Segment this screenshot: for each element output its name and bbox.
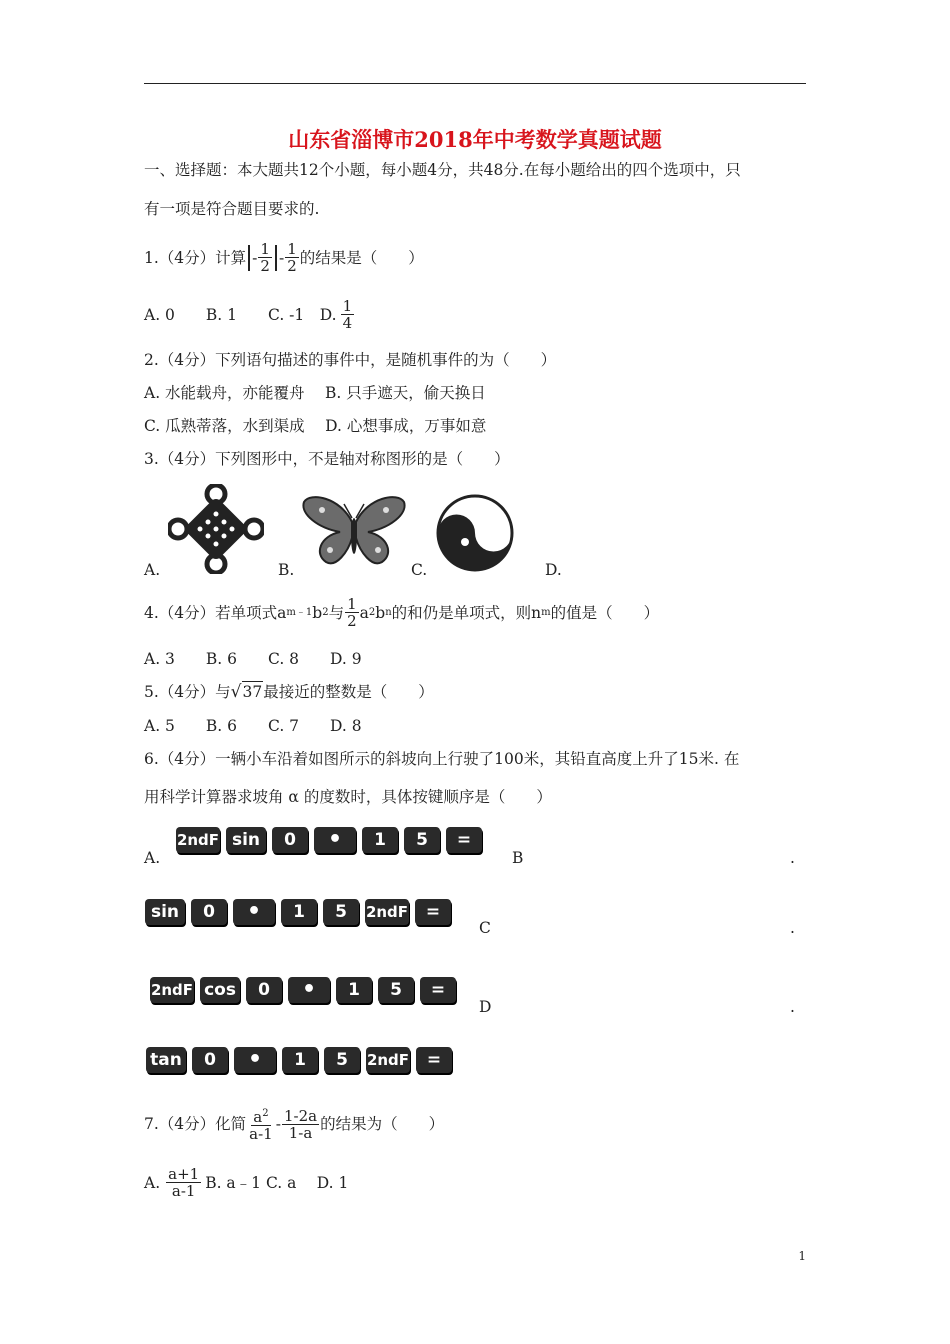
q5-prefix: 5.（4分）与 [144,682,231,701]
q6-dot-b: . [790,849,795,867]
q4-b-exp: n [385,606,392,618]
page-title: 山东省淄博市2018年中考数学真题试题 [288,127,662,152]
q6-dot-d: . [790,998,795,1016]
abs-bar-right [275,245,277,271]
question-2-options-2: C. 瓜熟蒂落，水到渠成 D. 心想事成，万事如意 [144,417,487,435]
intro-line-1: 一、选择题：本大题共12个小题，每小题4分，共48分.在每小题给出的四个选项中，只 [144,161,741,179]
question-7-stem [144,1106,444,1142]
q4-a-exp: 2 [368,606,376,618]
q6-label-b: B [512,849,524,867]
q4-frac-num: 1 [347,595,357,613]
q1-fraction-1 [258,241,272,274]
question-5-stem [144,681,434,702]
q4-b: b [312,603,323,622]
key-2ndf: 2ndF [150,977,194,1003]
q7-frac1-num [251,1106,270,1126]
q1-frac2-den: 2 [287,257,297,275]
q6-keys-d [146,1047,458,1073]
q1-prefix: 1.（4分）计算 [144,248,247,267]
question-6-line-1: 6.（4分）一辆小车沿着如图所示的斜坡向上行驶了100米，其铅直高度上升了15米. 在 [144,750,740,768]
q6-label-a: A. [144,849,161,867]
q7-opta-num: a+1 [168,1165,200,1183]
q7-opta-den: a-1 [171,1182,196,1200]
q1-minus-in: - [252,248,258,267]
key-5: 5 [378,977,414,1003]
key-5: 5 [323,899,359,925]
page-number: 1 [798,1249,806,1263]
q1-frac2-num: 1 [287,240,297,258]
question-5-options: A. 5 B. 6 C. 7 D. 8 [144,717,362,735]
q1-suffix: 的结果是（ ） [299,248,424,267]
question-7-options [144,1166,348,1199]
key-cos: cos [200,977,240,1003]
key-sin: sin [226,827,266,853]
q4-suffix: 的和仍是单项式，则n [391,603,542,622]
key-0: 0 [192,1047,228,1073]
question-2-options-1: A. 水能载舟，亦能覆舟 B. 只手遮天，偷天换日 [144,384,486,402]
key-dot: • [314,827,356,853]
key-equals: = [420,977,456,1003]
sqrt-sign: √ [230,681,242,702]
question-4-stem [144,596,659,629]
q7-option-a-label: A. [144,1173,161,1192]
question-4-options: A. 3 B. 6 C. 8 D. 9 [144,650,362,668]
key-1: 1 [282,1047,318,1073]
q4-exp2: 2 [322,606,329,618]
q6-dot-c: . [790,919,795,937]
q7-fraction-1 [247,1106,275,1142]
q6-keys-c [150,977,462,1003]
q1-optd-num: 1 [342,297,353,315]
q5-suffix: 最接近的整数是（ ） [263,682,434,701]
question-1-options [144,298,355,331]
q1-frac1-num: 1 [260,240,270,258]
q5-radicand: 37 [242,683,263,701]
abs-bar-left [248,245,250,271]
q4-exp1: m﹣1 [286,606,313,618]
q1-option-d-fraction [341,298,355,331]
key-2ndf: 2ndF [365,899,409,925]
q1-fraction-2 [285,241,299,274]
q3-label-a: A. [144,561,161,579]
key-5: 5 [324,1047,360,1073]
key-tan: tan [146,1047,186,1073]
q4-n-exp: m [541,606,551,618]
key-0: 0 [191,899,227,925]
q7-frac1-den: a-1 [249,1125,273,1143]
chinese-knot-icon [168,484,264,574]
key-2ndf: 2ndF [366,1047,410,1073]
question-3-stem: 3.（4分）下列图形中，不是轴对称图形的是（ ） [144,450,510,468]
q4-prefix: 4.（4分）若单项式a [144,603,287,622]
q7-frac1-num-base: a [253,1108,263,1126]
key-1: 1 [336,977,372,1003]
q4-frac-den: 2 [347,612,357,630]
yin-yang-icon [435,494,515,572]
q1-options-text: A. 0 B. 1 C. -1 D. [144,305,337,324]
q4-with: 与 [328,603,345,622]
key-sin: sin [145,899,185,925]
key-5: 5 [404,827,440,853]
key-1: 1 [362,827,398,853]
key-dot: • [288,977,330,1003]
top-rule [144,83,806,84]
q7-options-rest: B. a﹣1 C. a D. 1 [205,1173,349,1192]
q4-end: 的值是（ ） [550,603,660,622]
q4-fraction [345,596,359,629]
q6-label-d: D [479,998,492,1016]
q7-frac2-num: 1-2a [283,1106,318,1125]
key-equals: = [416,1047,452,1073]
q6-keys-a [176,827,488,853]
q4-b2: b [375,603,386,622]
q7-prefix: 7.（4分）化简 [144,1115,247,1133]
q3-label-c: C. [411,561,428,579]
butterfly-icon [300,492,408,570]
q7-frac1-num-exp: 2 [262,1108,269,1119]
key-0: 0 [246,977,282,1003]
key-equals: = [415,899,451,925]
q6-keys-b [145,899,457,925]
q1-minus: - [278,248,285,267]
q7-option-a-fraction [166,1166,201,1199]
question-2-stem: 2.（4分）下列语句描述的事件中，是随机事件的为（ ） [144,351,557,369]
q3-label-d: D. [545,561,562,579]
q1-optd-den: 4 [342,314,353,332]
key-dot: • [234,1047,276,1073]
key-equals: = [446,827,482,853]
key-1: 1 [281,899,317,925]
q7-suffix: 的结果为（ ） [320,1115,445,1133]
question-1-stem [144,241,424,274]
q3-label-b: B. [278,561,295,579]
q7-fraction-2 [282,1108,319,1141]
q7-frac2-den: 1-a [288,1123,313,1142]
q6-label-c: C [479,919,491,937]
key-dot: • [233,899,275,925]
question-6-line-2: 用科学计算器求坡角 α 的度数时，具体按键顺序是（ ） [144,788,552,806]
q1-frac1-den: 2 [260,257,270,275]
key-2ndf: 2ndF [176,827,220,853]
intro-line-2: 有一项是符合题目要求的. [144,200,320,218]
q7-minus: - [275,1115,281,1133]
key-0: 0 [272,827,308,853]
q4-a: a [359,603,369,622]
